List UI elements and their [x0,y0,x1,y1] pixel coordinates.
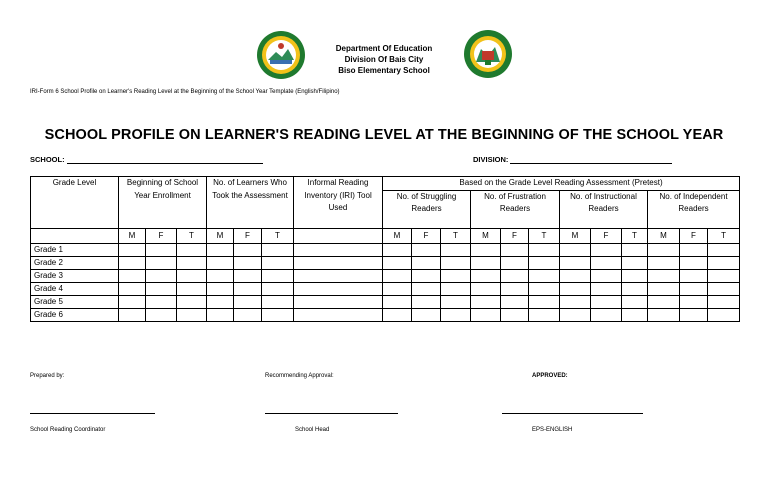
data-cell[interactable] [501,243,529,256]
data-cell[interactable] [234,269,262,282]
data-cell[interactable] [529,243,560,256]
data-cell[interactable] [294,243,383,256]
data-cell[interactable] [501,269,529,282]
t-header: T [177,228,207,243]
data-cell[interactable] [119,282,146,295]
table-row [31,269,740,282]
table-row [31,243,740,256]
data-cell[interactable] [708,308,740,321]
data-cell[interactable] [560,243,591,256]
data-cell[interactable] [529,256,560,269]
head-signature-line[interactable] [265,413,398,414]
data-cell[interactable] [207,282,234,295]
data-cell[interactable] [680,308,708,321]
iri-tool-header: Informal Reading Inventory (IRI) Tool Used [294,177,383,229]
table-row [31,256,740,269]
data-cell[interactable] [708,256,740,269]
data-cell[interactable] [708,269,740,282]
grade-level-header: Grade Level [31,177,119,229]
data-cell[interactable] [207,269,234,282]
table-row [31,295,740,308]
data-cell[interactable] [146,269,177,282]
data-cell[interactable] [591,256,622,269]
grade-label: Grade 2 [31,256,119,269]
data-cell[interactable] [146,295,177,308]
recommending-label: Recommending Approval: [265,373,334,379]
data-cell[interactable] [262,243,294,256]
data-cell[interactable] [294,295,383,308]
data-cell[interactable] [207,295,234,308]
data-cell[interactable] [262,256,294,269]
data-cell[interactable] [529,295,560,308]
data-cell[interactable] [207,308,234,321]
template-note: IRI-Form 6 School Profile on Learner's Reading Level at the Beginning of the School Year Template (English/Filipino) [30,89,340,95]
letterhead [300,43,468,76]
data-cell[interactable] [383,308,412,321]
data-cell[interactable] [501,295,529,308]
took-assessment-header: No. of Learners Who Took the Assessment [207,177,294,229]
grade-label: Grade 3 [31,269,119,282]
eps-title: EPS-ENGLISH [532,427,573,433]
grade-label: Grade 1 [31,243,119,256]
data-cell[interactable] [234,308,262,321]
data-cell[interactable] [529,282,560,295]
data-cell[interactable] [560,282,591,295]
data-cell[interactable] [262,269,294,282]
division-name: Division Of Bais City [344,55,424,64]
data-cell[interactable] [234,282,262,295]
t-header: T [441,228,471,243]
data-cell[interactable] [294,269,383,282]
school-label: SCHOOL: [30,155,65,164]
data-cell[interactable] [412,295,441,308]
data-cell[interactable] [471,243,501,256]
data-cell[interactable] [591,269,622,282]
data-cell[interactable] [441,256,471,269]
data-cell[interactable] [146,308,177,321]
data-cell[interactable] [648,282,680,295]
data-cell[interactable] [708,243,740,256]
data-cell[interactable] [441,295,471,308]
data-cell[interactable] [622,269,648,282]
data-cell[interactable] [622,308,648,321]
data-cell[interactable] [622,282,648,295]
data-cell[interactable] [177,308,207,321]
data-cell[interactable] [591,295,622,308]
data-cell[interactable] [146,282,177,295]
deped-division-seal-icon [256,30,306,80]
instructional-header: No. of Instructional Readers [560,190,648,228]
school-field [30,155,263,164]
data-cell[interactable] [708,282,740,295]
data-cell[interactable] [119,295,146,308]
m-header: M [560,228,591,243]
data-cell[interactable] [383,295,412,308]
grade-label: Grade 6 [31,308,119,321]
division-blank-line[interactable] [510,155,672,164]
data-cell[interactable] [262,282,294,295]
data-cell[interactable] [591,308,622,321]
data-cell[interactable] [234,295,262,308]
division-label: DIVISION: [473,155,509,164]
data-cell[interactable] [119,243,146,256]
m-header: M [119,228,146,243]
department-name: Department Of Education [335,44,433,53]
data-cell[interactable] [412,282,441,295]
f-header: F [146,228,177,243]
m-header: M [383,228,412,243]
data-cell[interactable] [622,243,648,256]
data-cell[interactable] [648,308,680,321]
data-cell[interactable] [622,295,648,308]
f-header: F [591,228,622,243]
table-row [31,282,740,295]
f-header: F [680,228,708,243]
data-cell[interactable] [622,256,648,269]
data-cell[interactable] [648,256,680,269]
data-cell[interactable] [471,269,501,282]
data-cell[interactable] [383,269,412,282]
data-cell[interactable] [177,295,207,308]
data-cell[interactable] [501,308,529,321]
data-cell[interactable] [177,269,207,282]
data-cell[interactable] [412,243,441,256]
data-cell[interactable] [441,282,471,295]
data-cell[interactable] [648,269,680,282]
coordinator-signature-line[interactable] [30,413,155,414]
pretest-group-header: Based on the Grade Level Reading Assessment (Pretest) [383,177,740,191]
data-cell[interactable] [412,269,441,282]
data-cell[interactable] [412,308,441,321]
m-header: M [207,228,234,243]
data-cell[interactable] [262,295,294,308]
approved-label: APPROVED: [532,373,568,379]
school-seal-icon [463,29,513,79]
data-cell[interactable] [529,269,560,282]
data-cell[interactable] [560,295,591,308]
data-cell[interactable] [471,256,501,269]
school-name: Biso Elementary School [338,66,430,75]
data-cell[interactable] [294,282,383,295]
data-cell[interactable] [680,256,708,269]
data-cell[interactable] [383,256,412,269]
data-cell[interactable] [680,282,708,295]
reading-profile-table [30,176,740,322]
t-header: T [262,228,294,243]
data-cell[interactable] [441,269,471,282]
data-cell[interactable] [591,243,622,256]
enrollment-header: Beginning of School Year Enrollment [119,177,207,229]
data-cell[interactable] [560,269,591,282]
data-cell[interactable] [708,295,740,308]
table-row [31,308,740,321]
data-cell[interactable] [680,295,708,308]
data-cell[interactable] [501,256,529,269]
data-cell[interactable] [383,282,412,295]
frustration-header: No. of Frustration Readers [471,190,560,228]
t-header: T [708,228,740,243]
data-cell[interactable] [560,256,591,269]
f-header: F [412,228,441,243]
data-cell[interactable] [529,308,560,321]
data-cell[interactable] [294,256,383,269]
struggling-header: No. of Struggling Readers [383,190,471,228]
data-cell[interactable] [207,256,234,269]
data-cell[interactable] [119,308,146,321]
blank-cell [31,228,119,243]
data-cell[interactable] [441,243,471,256]
data-cell[interactable] [262,308,294,321]
data-cell[interactable] [177,282,207,295]
independent-header: No. of Independent Readers [648,190,740,228]
school-blank-line[interactable] [67,155,263,164]
data-cell[interactable] [560,308,591,321]
data-cell[interactable] [471,282,501,295]
coordinator-title: School Reading Coordinator [30,427,106,433]
head-title: School Head [295,427,330,433]
data-cell[interactable] [680,243,708,256]
grade-label: Grade 4 [31,282,119,295]
data-cell[interactable] [501,282,529,295]
data-cell[interactable] [471,308,501,321]
data-cell[interactable] [119,269,146,282]
data-cell[interactable] [441,308,471,321]
data-cell[interactable] [177,256,207,269]
f-header: F [501,228,529,243]
data-cell[interactable] [119,256,146,269]
prepared-by-label: Prepared by: [30,373,65,379]
data-cell[interactable] [146,256,177,269]
data-cell[interactable] [680,269,708,282]
grade-label: Grade 5 [31,295,119,308]
data-cell[interactable] [383,243,412,256]
data-cell[interactable] [234,243,262,256]
page-title: SCHOOL PROFILE ON LEARNER'S READING LEVEL AT THE BEGINNING OF THE SCHOOL YEAR [44,127,724,143]
division-field [473,155,672,164]
data-cell[interactable] [471,295,501,308]
t-header: T [622,228,648,243]
data-cell[interactable] [146,243,177,256]
blank-cell [294,228,383,243]
m-header: M [648,228,680,243]
data-cell[interactable] [412,256,441,269]
f-header: F [234,228,262,243]
data-cell[interactable] [648,295,680,308]
grade-rows [31,243,740,321]
data-cell[interactable] [234,256,262,269]
data-cell[interactable] [648,243,680,256]
data-cell[interactable] [177,243,207,256]
m-header: M [471,228,501,243]
eps-signature-line[interactable] [502,413,643,414]
t-header: T [529,228,560,243]
data-cell[interactable] [207,243,234,256]
data-cell[interactable] [294,308,383,321]
data-cell[interactable] [591,282,622,295]
